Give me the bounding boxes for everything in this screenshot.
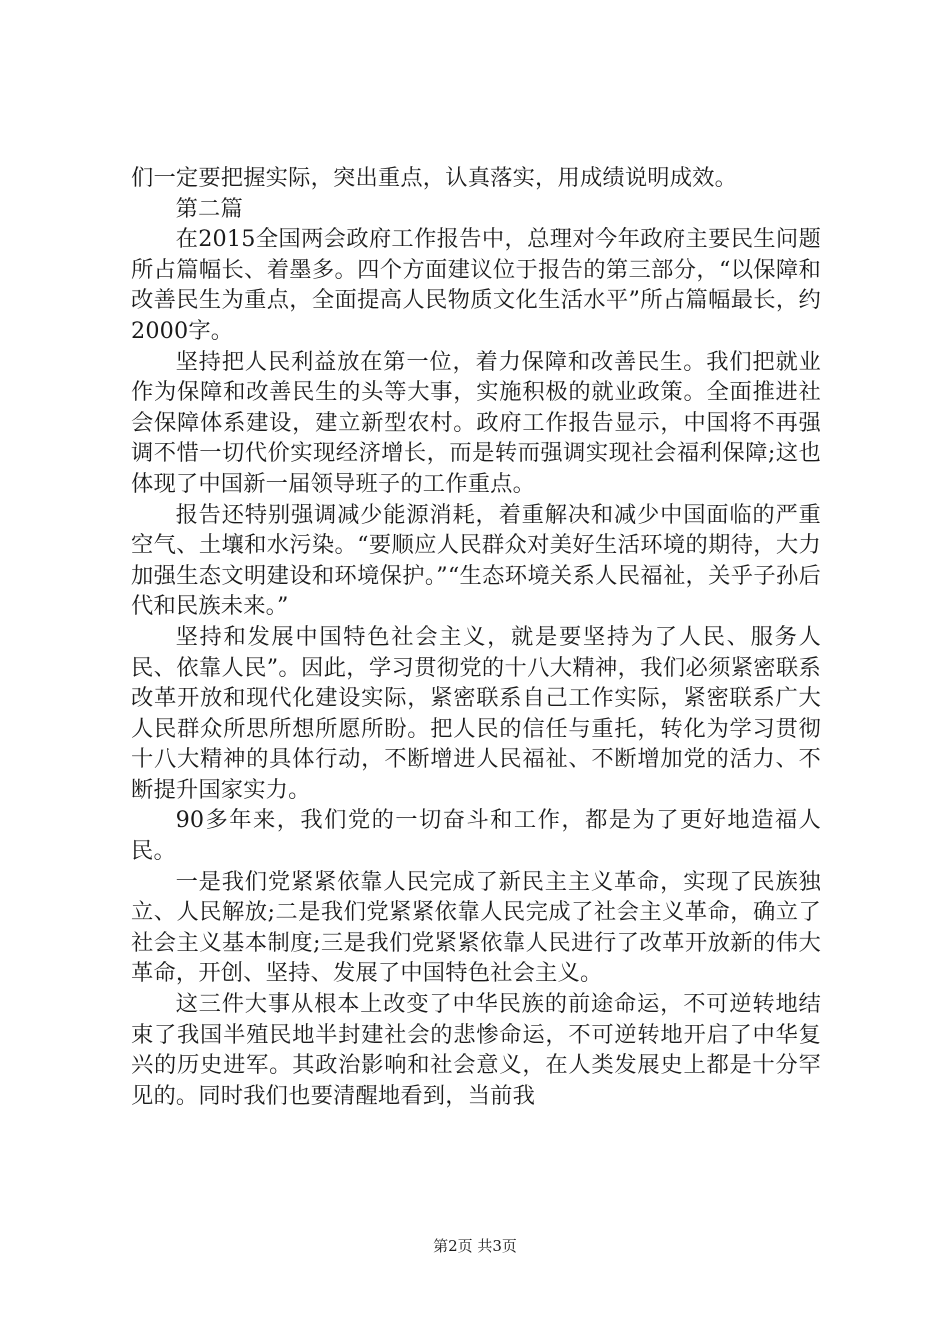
page-number: 第2页 共3页 bbox=[433, 1237, 517, 1255]
document-body bbox=[131, 163, 821, 1111]
paragraph: 报告还特别强调减少能源消耗，着重解决和减少中国面临的严重空气、土壤和水污染。“要顺应人民群众对美好生活环境的期待，大力加强生态文明建设和环境保护。”“生态环境关系人民福祉，关乎子孙后代和民族未来。” bbox=[131, 501, 821, 620]
paragraph: 们一定要把握实际，突出重点，认真落实，用成绩说明成效。 bbox=[131, 165, 738, 191]
paragraph: 这三件大事从根本上改变了中华民族的前途命运，不可逆转地结束了我国半殖民地半封建社会的悲惨命运，不可逆转地开启了中华复兴的历史进军。其政治影响和社会意义，在人类发展史上都是十分罕见的。同时我们也要清醒地看到，当前我 bbox=[131, 991, 821, 1109]
page-footer bbox=[0, 1236, 950, 1256]
paragraph: 一是我们党紧紧依靠人民完成了新民主主义革命，实现了民族独立、人民解放;二是我们党紧紧依靠人民完成了社会主义革命，确立了社会主义基本制度;三是我们党紧紧依靠人民进行了改革开放新的伟大革命，开创、坚持、发展了中国特色社会主义。 bbox=[131, 868, 821, 987]
section-heading: 第二篇 bbox=[175, 195, 243, 222]
paragraph: 坚持和发展中国特色社会主义，就是要坚持为了人民、服务人民、依靠人民”。因此，学习贯彻党的十八大精神，我们必须紧密联系改革开放和现代化建设实际，紧密联系自己工作实际，紧密联系广大人民群众所思所想所愿所盼。把人民的信任与重托，转化为学习贯彻十八大精神的具体行动，不断增进人民福祉、不断增加党的活力、不断提升国家实力。 bbox=[131, 623, 821, 803]
paragraph: 在2015全国两会政府工作报告中，总理对今年政府主要民生问题所占篇幅长、着墨多。四个方面建议位于报告的第三部分，“以保障和改善民生为重点，全面提高人民物质文化生活水平”所占篇幅最长，约2000字。 bbox=[131, 226, 821, 344]
paragraph: 90多年来，我们党的一切奋斗和工作，都是为了更好地造福人民。 bbox=[131, 807, 821, 865]
paragraph: 坚持把人民利益放在第一位，着力保障和改善民生。我们把就业作为保障和改善民生的头等大事，实施积极的就业政策。全面推进社会保障体系建设，建立新型农村。政府工作报告显示，中国将不再强调不惜一切代价实现经济增长，而是转而强调实现社会福利保障;这也体现了中国新一届领导班子的工作重点。 bbox=[131, 348, 821, 497]
